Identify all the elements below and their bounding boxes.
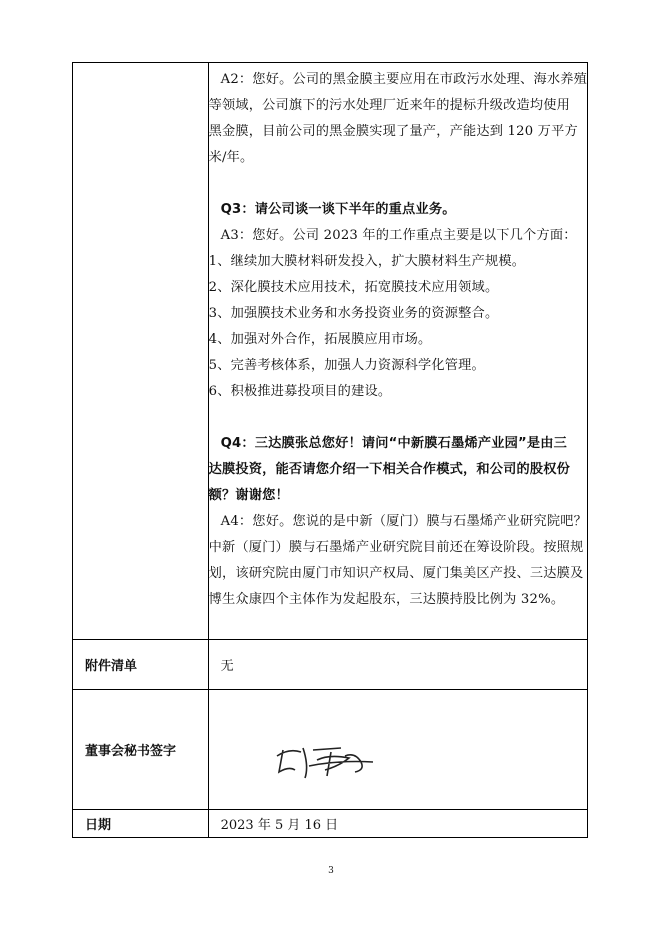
spacer (209, 171, 587, 197)
question-line: 达膜投资，能否请您介绍一下相关合作模式，和公司的股权份 (208, 462, 571, 477)
spacer (209, 405, 587, 431)
answer-line: A3：您好。公司 2023 年的工作重点主要是以下几个方面： (220, 228, 577, 243)
answer-line: 6、积极推进募投项目的建设。 (208, 384, 392, 399)
answer-line: 4、加强对外合作，拓展膜应用市场。 (208, 332, 432, 347)
date-label: 日期 (73, 810, 209, 838)
answer-line: 划，该研究院由厦门市知识产权局、厦门集美区产投、三达膜及 (208, 566, 584, 581)
answer-line: 5、完善考核体系，加强人力资源科学化管理。 (208, 358, 485, 373)
signature-cell (208, 690, 587, 810)
answer-line: A4：您好。您说的是中新（厦门）膜与石墨烯产业研究院吧？ (220, 514, 587, 529)
answer-line: 博生众康四个主体作为发起股东，三达膜持股比例为 32%。 (208, 592, 565, 607)
record-table (72, 62, 588, 838)
page-number: 3 (328, 866, 334, 876)
question-line: Q3：请公司谈一谈下半年的重点业务。 (220, 202, 456, 217)
answer-line: 米/年。 (208, 150, 254, 165)
handwritten-signature (269, 726, 389, 786)
date-value: 2023 年 5 月 16 日 (208, 810, 587, 838)
answer-line: 3、加强膜技术业务和水务投资业务的资源整合。 (208, 306, 499, 321)
attachments-label: 附件清单 (73, 640, 209, 690)
qa-content-cell (208, 63, 587, 640)
empty-label-cell (73, 63, 209, 640)
answer-line: 2、深化膜技术应用技术，拓宽膜技术应用领域。 (208, 280, 499, 295)
answer-line: 1、继续加大膜材料研发投入，扩大膜材料生产规模。 (208, 254, 526, 269)
answer-line: 黑金膜，目前公司的黑金膜实现了量产，产能达到 120 万平方 (208, 124, 578, 139)
answer-line: A2：您好。公司的黑金膜主要应用在市政污水处理、海水养殖 (220, 72, 587, 87)
question-line: Q4：三达膜张总您好！请问“中新膜石墨烯产业园”是由三 (220, 436, 568, 451)
answer-line: 中新（厦门）膜与石墨烯产业研究院目前还在筹设阶段。按照规 (208, 540, 584, 555)
attachments-value: 无 (208, 640, 587, 690)
answer-line: 等领域，公司旗下的污水处理厂近来年的提标升级改造均使用 (208, 98, 571, 113)
question-line: 额？谢谢您！ (208, 488, 289, 503)
signature-label: 董事会秘书签字 (73, 690, 209, 810)
